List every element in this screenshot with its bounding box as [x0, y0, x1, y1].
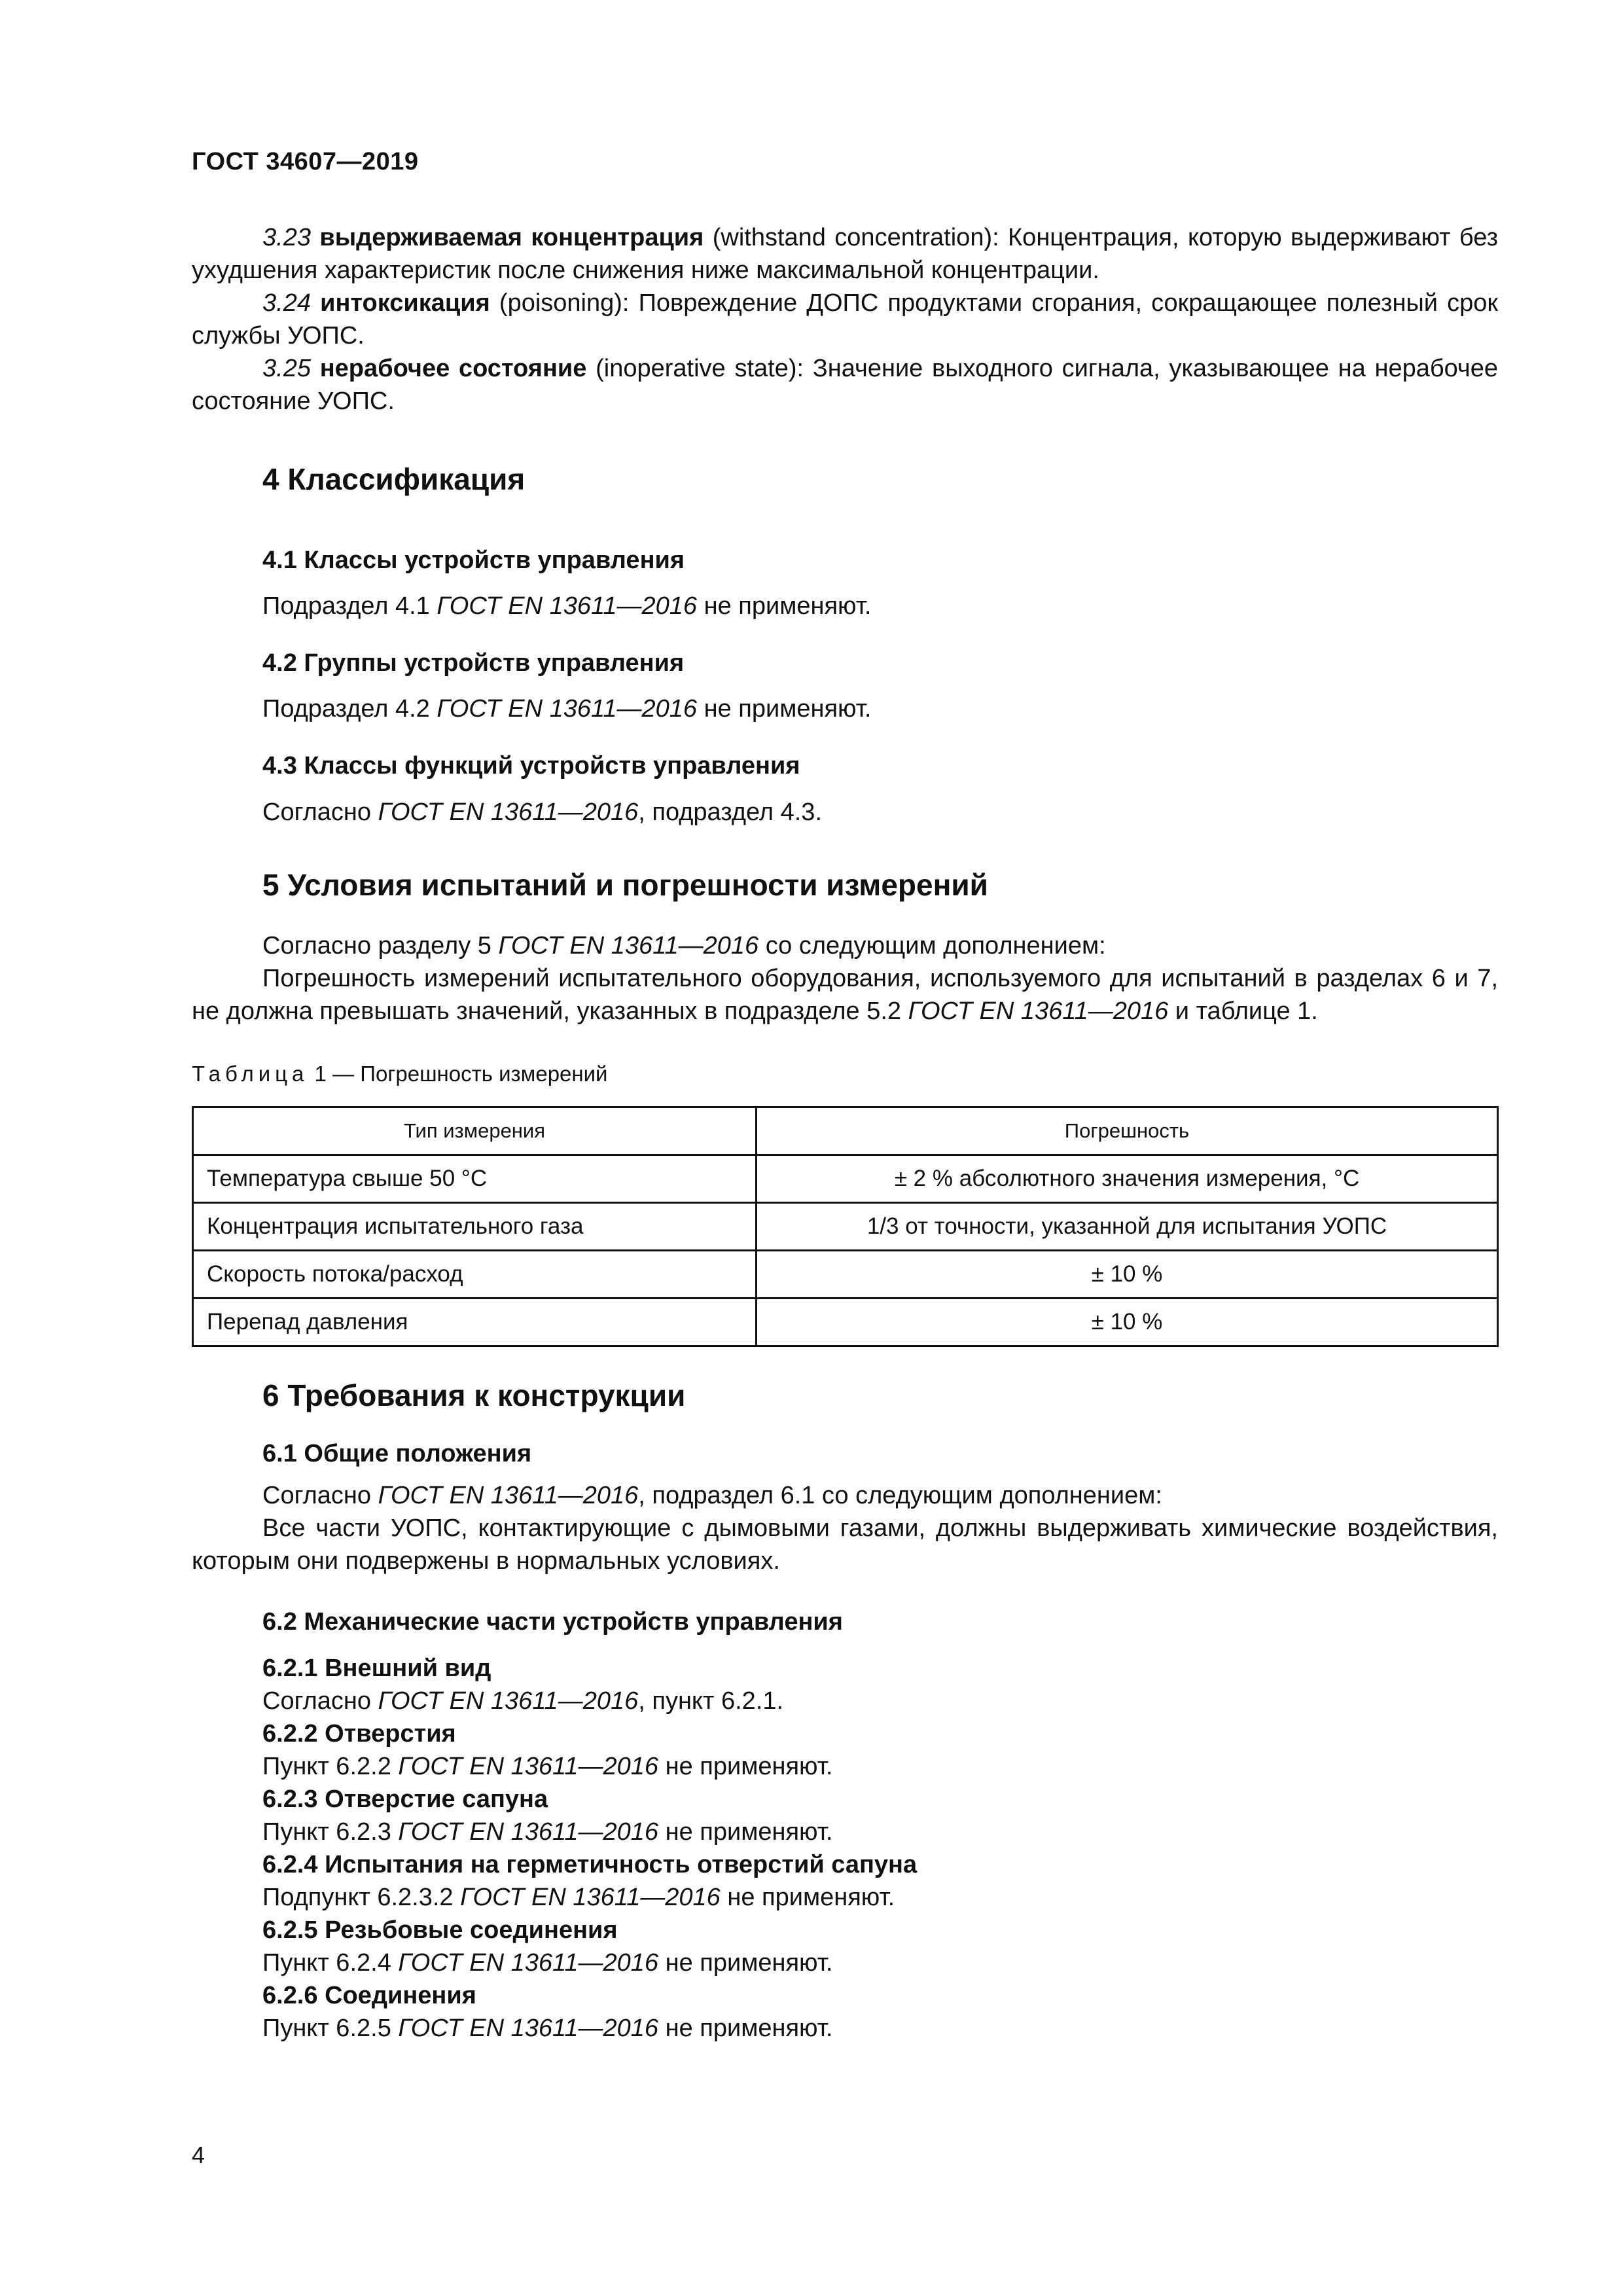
item-6-2-5-heading: 6.2.5 Резьбовые соединения	[262, 1916, 618, 1944]
subsection-6-1-paragraph-2: Все части УОПС, контактирующие с дымовыми газами, должны выдерживать химические воздействия, которым они подвержены в нормальных условиях.	[192, 1515, 1498, 1575]
item-6-2-6-text: Пункт 6.2.5 ГОСТ EN 13611—2016 не применяют.	[262, 2015, 833, 2042]
table-row	[193, 1155, 1498, 1203]
item-6-2-2-heading: 6.2.2 Отверстия	[262, 1720, 456, 1748]
table-header-row	[193, 1107, 1498, 1155]
table-cell: Концентрация испытательного газа	[193, 1203, 757, 1251]
page-number: 4	[192, 2142, 205, 2168]
item-6-2-4-text: Подпункт 6.2.3.2 ГОСТ EN 13611—2016 не применяют.	[262, 1884, 895, 1911]
definition-3-23: 3.23 выдерживаемая концентрация (withstand concentration): Концентрация, которую выдерживают без ухудшения характеристик после снижения ниже максимальной концентрации.	[192, 224, 1498, 284]
table-cell: ± 10 %	[757, 1299, 1498, 1346]
item-6-2-1-text: Согласно ГОСТ EN 13611—2016, пункт 6.2.1.	[262, 1687, 784, 1715]
item-6-2-2-text: Пункт 6.2.2 ГОСТ EN 13611—2016 не применяют.	[262, 1753, 833, 1780]
table-header-cell: Тип измерения	[193, 1107, 757, 1155]
subsection-6-1-paragraph-1: Согласно ГОСТ EN 13611—2016, подраздел 6.1 со следующим дополнением:	[262, 1482, 1162, 1509]
section-5-heading: 5 Условия испытаний и погрешности измерений	[262, 868, 988, 902]
table-header-cell: Погрешность	[757, 1107, 1498, 1155]
subsection-4-2-text: Подраздел 4.2 ГОСТ EN 13611—2016 не применяют.	[262, 695, 872, 723]
subsection-4-3-heading: 4.3 Классы функций устройств управления	[262, 752, 800, 780]
subsection-4-1-text: Подраздел 4.1 ГОСТ EN 13611—2016 не применяют.	[262, 592, 872, 620]
section-6-heading: 6 Требования к конструкции	[262, 1378, 686, 1412]
table-cell: 1/3 от точности, указанной для испытания УОПС	[757, 1203, 1498, 1251]
subsection-4-1-heading: 4.1 Классы устройств управления	[262, 547, 685, 574]
definition-3-24: 3.24 интоксикация (poisoning): Повреждение ДОПС продуктами сгорания, сокращающее полезный срок службы УОПС.	[192, 289, 1498, 350]
table-cell: Скорость потока/расход	[193, 1251, 757, 1299]
table-cell: Температура свыше 50 °C	[193, 1155, 757, 1203]
subsection-6-2-heading: 6.2 Механические части устройств управления	[262, 1608, 843, 1636]
item-6-2-6-heading: 6.2.6 Соединения	[262, 1982, 476, 2009]
item-6-2-3-text: Пункт 6.2.3 ГОСТ EN 13611—2016 не применяют.	[262, 1818, 833, 1846]
subsection-6-2-items	[262, 1652, 917, 2045]
table-row	[193, 1251, 1498, 1299]
table-cell: ± 10 %	[757, 1251, 1498, 1299]
table-row	[193, 1299, 1498, 1346]
subsection-6-1-text	[192, 1479, 1498, 1577]
definition-3-25: 3.25 нерабочее состояние (inoperative state): Значение выходного сигнала, указывающее на нерабочее состояние УОПС.	[192, 355, 1498, 415]
measurement-error-table	[192, 1106, 1499, 1347]
item-6-2-4-heading: 6.2.4 Испытания на герметичность отверстий сапуна	[262, 1851, 918, 1878]
subsection-6-1-heading: 6.1 Общие положения	[262, 1440, 532, 1467]
section-5-paragraph-2: Погрешность измерений испытательного оборудования, используемого для испытаний в разделах 6 и 7, не должна превышать значений, указанных в подразделе 5.2 ГОСТ EN 13611—2016 и таблице 1.	[192, 965, 1498, 1025]
definitions-block	[192, 221, 1498, 418]
subsection-4-2-heading: 4.2 Группы устройств управления	[262, 649, 685, 677]
table-caption: Таблица 1 — Погрешность измерений	[192, 1062, 608, 1086]
document-code: ГОСТ 34607—2019	[192, 148, 419, 175]
subsection-4-3-text: Согласно ГОСТ EN 13611—2016, подраздел 4.3.	[262, 798, 823, 826]
item-6-2-3-heading: 6.2.3 Отверстие сапуна	[262, 1785, 548, 1813]
item-6-2-1-heading: 6.2.1 Внешний вид	[262, 1655, 491, 1682]
table-cell: ± 2 % абсолютного значения измерения, °C	[757, 1155, 1498, 1203]
section-4-heading: 4 Классификация	[262, 462, 526, 496]
table-row	[193, 1203, 1498, 1251]
table-cell: Перепад давления	[193, 1299, 757, 1346]
section-5-paragraph-1: Согласно разделу 5 ГОСТ EN 13611—2016 со следующим дополнением:	[262, 932, 1106, 960]
item-6-2-5-text: Пункт 6.2.4 ГОСТ EN 13611—2016 не применяют.	[262, 1949, 833, 1977]
section-5-text	[192, 929, 1498, 1028]
